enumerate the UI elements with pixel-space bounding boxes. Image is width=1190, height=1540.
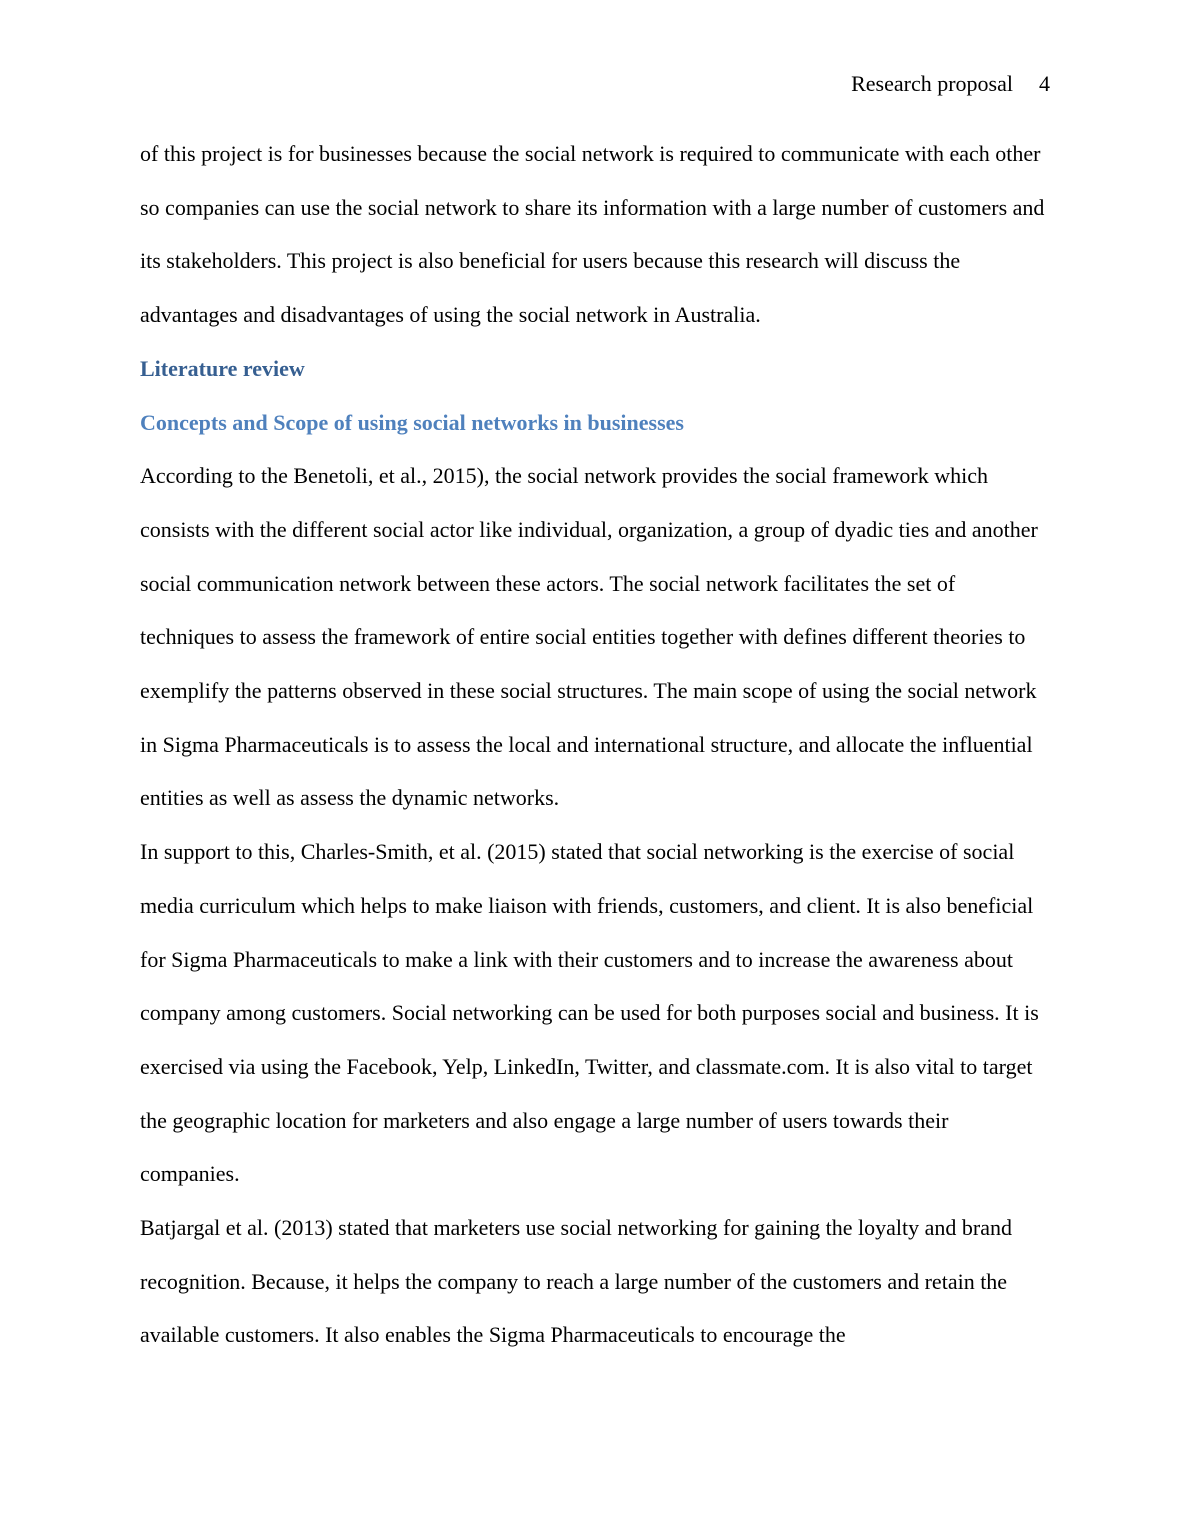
paragraph-continuation: of this project is for businesses because the social network is required to communicate with each other so companies can use the social network to share its information with a large number of customers and its stakeholders. This project is also beneficial for users because this research will discuss the advantages and disadvantages of using the social network in Australia. [140, 141, 1045, 328]
page-number: 4 [1039, 71, 1050, 96]
heading-concepts-scope: Concepts and Scope of using social networks in businesses [140, 409, 684, 435]
page-header [851, 70, 1050, 98]
running-head: Research proposal [851, 71, 1013, 96]
document-body [140, 127, 1050, 1362]
heading-literature-review: Literature review [140, 355, 305, 381]
paragraph-benetoli: According to the Benetoli, et al., 2015), the social network provides the social framework which consists with the different social actor like individual, organization, a group of dyadic ties and another social communication network between these actors. The social network facilitates the set of techniques to assess the framework of entire social entities together with defines different theories to exemplify the patterns observed in these social structures. The main scope of using the social network in Sigma Pharmaceuticals is to assess the local and international structure, and allocate the influential entities as well as assess the dynamic networks. [140, 463, 1038, 811]
paragraph-charles-smith: In support to this, Charles-Smith, et al. (2015) stated that social networking is the exercise of social media curriculum which helps to make liaison with friends, customers, and client. It is also beneficial for Sigma Pharmaceuticals to make a link with their customers and to increase the awareness about company among customers. Social networking can be used for both purposes social and business. It is exercised via using the Facebook, Yelp, LinkedIn, Twitter, and classmate.com. It is also vital to target the geographic location for marketers and also engage a large number of users towards their companies. [140, 839, 1039, 1187]
paragraph-batjargal: Batjargal et al. (2013) stated that marketers use social networking for gaining the loyalty and brand recognition. Because, it helps the company to reach a large number of the customers and retain the available customers. It also enables the Sigma Pharmaceuticals to encourage the [140, 1215, 1012, 1348]
